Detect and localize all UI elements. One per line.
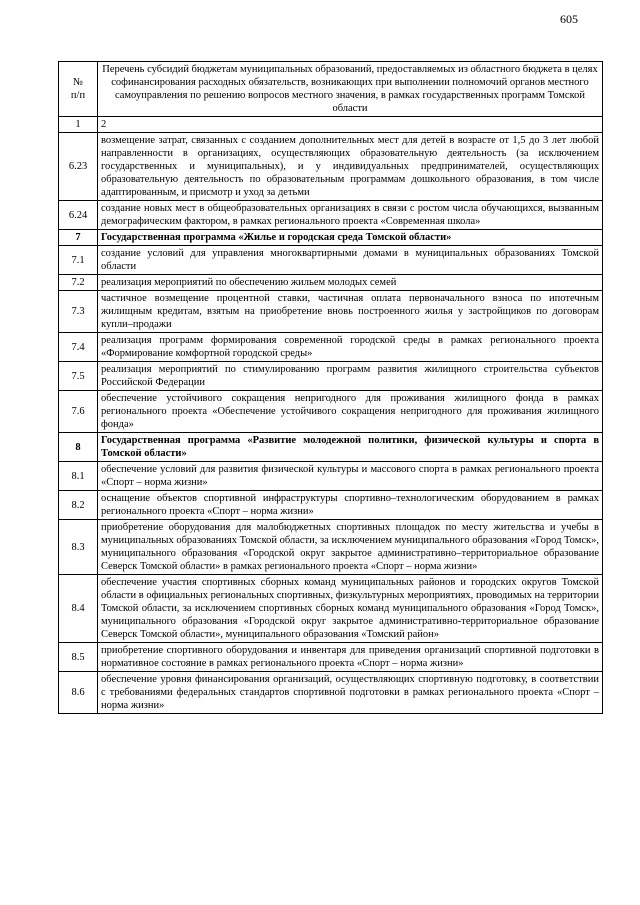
row-number: 7.6 <box>59 391 98 433</box>
row-description: обеспечение устойчивого сокращения непригодного для проживания жилищного фонда в рамках регионального проекта «Обеспечение устойчивого сокращения непригодного для проживания жилищного фонда» <box>98 391 603 433</box>
row-description: реализация мероприятий по обеспечению жильем молодых семей <box>98 275 603 291</box>
subsidies-table <box>58 61 603 714</box>
row-description: обеспечение уровня финансирования организаций, осуществляющих спортивную подготовку, в соответствии с требованиями федеральных стандартов спортивной подготовки в рамках регионального проекта «Спорт – норма жизни» <box>98 672 603 714</box>
table-row <box>59 391 603 433</box>
table-header-row <box>59 62 603 117</box>
row-number: 7.4 <box>59 333 98 362</box>
row-description: частичное возмещение процентной ставки, частичная оплата первоначального взноса по ипотечным жилищным кредитам, взятым на приобретение вновь построенного жилья у застройщиков по договорам купли–продажи <box>98 291 603 333</box>
row-description: Государственная программа «Развитие молодежной политики, физической культуры и спорта в Томской области» <box>98 433 603 462</box>
table-section-row <box>59 230 603 246</box>
row-number: 7.5 <box>59 362 98 391</box>
row-number: 6.23 <box>59 133 98 201</box>
table-row <box>59 133 603 201</box>
row-number: 8.2 <box>59 491 98 520</box>
row-description: приобретение оборудования для малобюджетных спортивных площадок по месту жительства и учебы в муниципальных образованиях Томской области, за исключением муниципального образования «Город Томск», муниципального образования «Городской округ закрытое административно–территориальное образование Северск Томской области» в рамках регионального проекта «Спорт – норма жизни» <box>98 520 603 575</box>
table-row <box>59 201 603 230</box>
row-number: 8.5 <box>59 643 98 672</box>
row-description: Государственная программа «Жилье и городская среда Томской области» <box>98 230 603 246</box>
header-title: Перечень субсидий бюджетам муниципальных образований, предоставляемых из областного бюджета в целях софинансирования расходных обязательств, возникающих при выполнении полномочий органов местного самоуправления по решению вопросов местного значения, в рамках государственных программ Томской области <box>98 62 603 117</box>
row-number: 8.6 <box>59 672 98 714</box>
row-description: приобретение спортивного оборудования и инвентаря для приведения организаций спортивной подготовки в нормативное состояние в рамках регионального проекта «Спорт – норма жизни» <box>98 643 603 672</box>
table-row <box>59 362 603 391</box>
row-number: 8.4 <box>59 575 98 643</box>
row-description: возмещение затрат, связанных с созданием дополнительных мест для детей в возрасте от 1,5 до 3 лет любой направленности в организациях, осуществляющих образовательную деятельность (за исключением государственных и муниципальных), и у индивидуальных предпринимателей, осуществляющих образовательную деятельность по образовательным программам дошкольного образования, в том числе адаптированным, и присмотр и уход за детьми <box>98 133 603 201</box>
table-row <box>59 246 603 275</box>
table-row <box>59 520 603 575</box>
table-row <box>59 575 603 643</box>
row-number: 7.3 <box>59 291 98 333</box>
row-number: 8 <box>59 433 98 462</box>
page-number: 605 <box>560 12 578 26</box>
table-column-index-row <box>59 117 603 133</box>
row-description: создание новых мест в общеобразовательных организациях в связи с ростом числа обучающихся, вызванным демографическим фактором, в рамках регионального проекта «Современная школа» <box>98 201 603 230</box>
row-description: обеспечение условий для развития физической культуры и массового спорта в рамках регионального проекта «Спорт – норма жизни» <box>98 462 603 491</box>
table-row <box>59 333 603 362</box>
row-number: 7.1 <box>59 246 98 275</box>
table-row <box>59 462 603 491</box>
table-row <box>59 291 603 333</box>
row-number: 8.3 <box>59 520 98 575</box>
table-row <box>59 275 603 291</box>
row-number: 7.2 <box>59 275 98 291</box>
column-index-1: 1 <box>59 117 98 133</box>
table-body <box>59 133 603 714</box>
row-number: 7 <box>59 230 98 246</box>
column-index-2: 2 <box>98 117 603 133</box>
row-number: 6.24 <box>59 201 98 230</box>
table-section-row <box>59 433 603 462</box>
table-row <box>59 672 603 714</box>
header-num-label: № п/п <box>59 62 98 117</box>
row-description: реализация мероприятий по стимулированию программ развития жилищного строительства субъектов Российской Федерации <box>98 362 603 391</box>
table-row <box>59 643 603 672</box>
row-description: реализация программ формирования современной городской среды в рамках регионального проекта «Формирование комфортной городской среды» <box>98 333 603 362</box>
table-row <box>59 491 603 520</box>
row-description: создание условий для управления многоквартирными домами в муниципальных образованиях Томской области <box>98 246 603 275</box>
row-description: оснащение объектов спортивной инфраструктуры спортивно–технологическим оборудованием в рамках регионального проекта «Спорт – норма жизни» <box>98 491 603 520</box>
row-number: 8.1 <box>59 462 98 491</box>
row-description: обеспечение участия спортивных сборных команд муниципальных районов и городских округов Томской области в официальных региональных спортивных, физкультурных мероприятиях, проводимых на территории Томской области, за исключением спортивных сборных команд муниципального образования «Город Томск», муниципального образования «Городской округ закрытое административно-территориальное образование Северск Томской области», муниципального образования «Томский район» <box>98 575 603 643</box>
